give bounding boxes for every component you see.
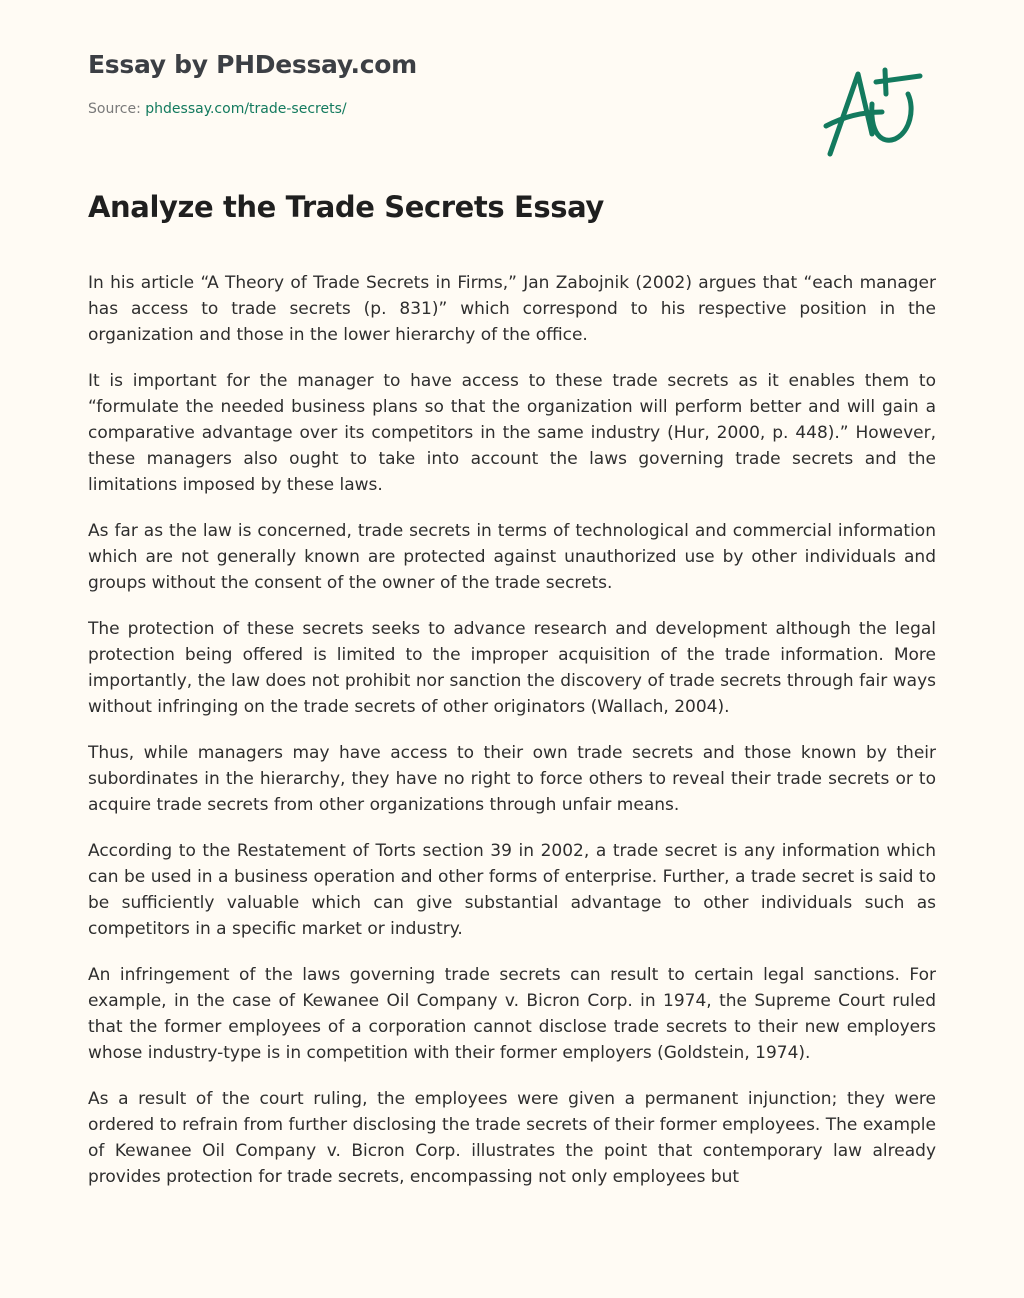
site-title: Essay by PHDessay.com bbox=[88, 50, 417, 79]
paragraph: The protection of these secrets seeks to advance research and development although the legal protection being offered is limited to the improper acquisition of the trade information. More importantly, the law does not prohibit nor sanction the discovery of trade secrets through fair ways without infringing on the trade secrets of other originators (Wallach, 2004). bbox=[88, 619, 936, 717]
paragraph: It is important for the manager to have access to these trade secrets as it enables them to “formulate the needed business plans so that the organization will perform better and will gain a comparative advantage over its competitors in the same industry (Hur, 2000, p. 448).” However, these managers also ought to take into account the laws governing trade secrets and the limitations imposed by these laws. bbox=[88, 371, 936, 495]
paragraph: In his article “A Theory of Trade Secrets in Firms,” Jan Zabojnik (2002) argues that “each manager has access to trade secrets (p. 831)” which correspond to his respective position in the organization and those in the lower hierarchy of the office. bbox=[88, 273, 936, 345]
paragraph: According to the Restatement of Torts section 39 in 2002, a trade secret is any information which can be used in a business operation and other forms of enterprise. Further, a trade secret is said to be sufficiently valuable which can give substantial advantage to other individuals such as competitors in a specific market or industry. bbox=[88, 841, 936, 939]
source-line bbox=[88, 101, 347, 117]
essay-body bbox=[88, 270, 936, 1252]
paragraph: Thus, while managers may have access to their own trade secrets and those known by their subordinates in the hierarchy, they have no right to force others to reveal their trade secrets or to acquire trade secrets from other organizations through unfair means. bbox=[88, 743, 936, 815]
paragraph: As far as the law is concerned, trade secrets in terms of technological and commercial information which are not generally known are protected against unauthorized use by other individuals and groups without the consent of the owner of the trade secrets. bbox=[88, 521, 936, 593]
source-label: Source: bbox=[88, 101, 146, 117]
paragraph: An infringement of the laws governing trade secrets can result to certain legal sanctions. For example, in the case of Kewanee Oil Company v. Bicron Corp. in 1974, the Supreme Court ruled that the former employees of a corporation cannot disclose trade secrets to their new employers whose industry-type is in competition with their former employers (Goldstein, 1974). bbox=[88, 965, 936, 1063]
paragraph: As a result of the court ruling, the employees were given a permanent injunction; they were ordered to refrain from further disclosing the trade secrets of their former employees. The example of Kewanee Oil Company v. Bicron Corp. illustrates the point that contemporary law already provides protection for trade secrets, encompassing not only employees but bbox=[88, 1089, 936, 1187]
source-link[interactable]: phdessay.com/trade-secrets/ bbox=[145, 101, 347, 117]
a-plus-logo-icon bbox=[820, 64, 930, 160]
page-title: Analyze the Trade Secrets Essay bbox=[88, 190, 604, 224]
